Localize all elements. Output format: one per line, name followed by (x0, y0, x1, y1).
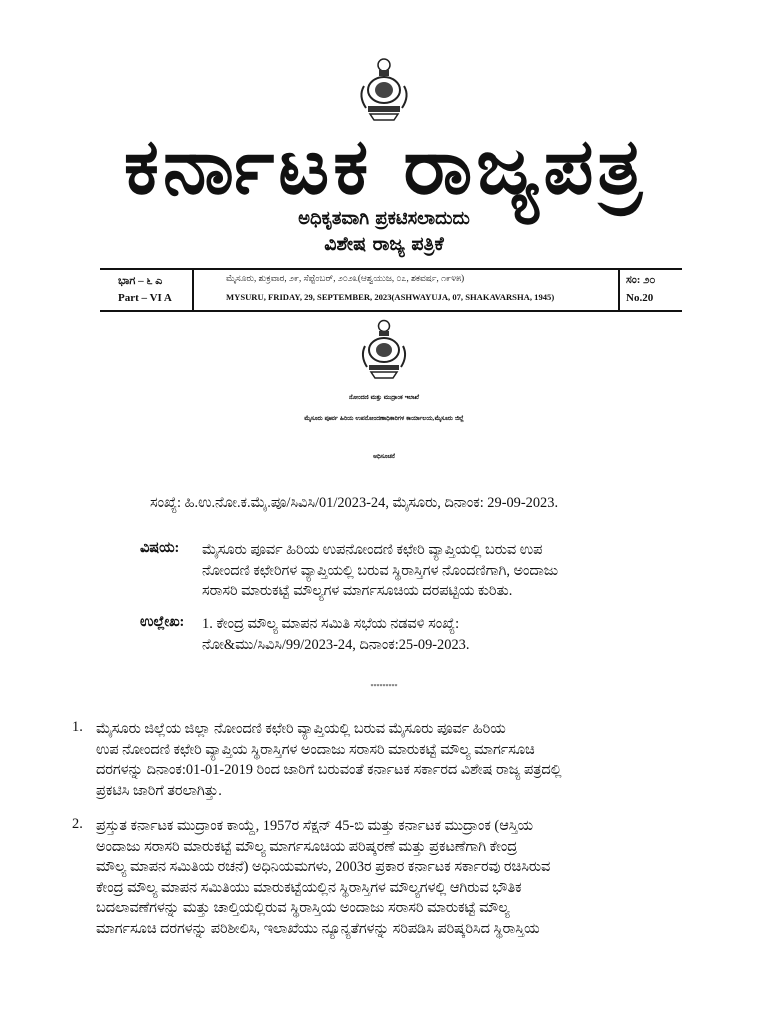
paragraph-line: ಅಂದಾಜು ಸರಾಸರಿ ಮಾರುಕಟ್ಟೆ ಮೌಲ್ಯ ಮಾರ್ಗಸೂಚಿಯ ಪರಿಷ್ಕರಣೆ ಮತ್ತು ಪ್ರಕಟಣೆಗಾಗಿ ಕೇಂದ್ರ (96, 838, 518, 855)
masthead-subtitle-official: ಅಧಿಕೃತವಾಗಿ ಪ್ರಕಟಿಸಲಾದುದು (298, 208, 470, 229)
subject-label: ವಿಷಯ: (140, 540, 180, 556)
issue-number-english: No.20 (626, 292, 654, 304)
notification-heading: ಅಧಿಸೂಚನೆ (373, 454, 395, 460)
masthead-subtitle-special: ವಿಶೇಷ ರಾಜ್ಯ ಪತ್ರಿಕೆ (324, 233, 444, 255)
reference-line: ನೋ&ಮು/ಸಿವಿಸಿ/99/2023-24, ದಿನಾಂಕ:25-09-2023. (202, 636, 470, 653)
state-emblem-department (358, 318, 410, 380)
subject-line: ಮೈಸೂರು ಪೂರ್ವ ಹಿರಿಯ ಉಪನೋಂದಣಿ ಕಛೇರಿ ವ್ಯಾಪ್ತಿಯಲ್ಲಿ ಬರುವ ಉಪ (202, 542, 543, 558)
office-name: ಮೈಸೂರು ಪೂರ್ವ ಹಿರಿಯ ಉಪನೋಂದಣಾಧಿಕಾರಿಗಳ ಕಾರ್ಯಾಲಯ,ಮೈಸೂರು ಜಿಲ್ಲೆ (304, 415, 464, 422)
part-cell (100, 270, 194, 310)
issue-number-cell (618, 270, 682, 310)
paragraph-line: ಪ್ರಕಟಿಸಿ ಜಾರಿಗೆ ತರಲಾಗಿತ್ತು. (96, 782, 222, 799)
state-emblem-top (356, 56, 412, 122)
paragraph-line: ಉಪ ನೋಂದಣಿ ಕಛೇರಿ ವ್ಯಾಪ್ತಿಯ ಸ್ಥಿರಾಸ್ತಿಗಳ ಅಂದಾಜು ಸರಾಸರಿ ಮಾರುಕಟ್ಟೆ ಮೌಲ್ಯ ಮಾರ್ಗಸೂಚಿ (96, 741, 535, 758)
subject-text (202, 540, 682, 602)
reference-line: 1. ಕೇಂದ್ರ ಮೌಲ್ಯ ಮಾಪನ ಸಮಿತಿ ಸಭೆಯ ನಡವಳಿ ಸಂಖ್ಯೆ: (202, 616, 460, 632)
notification-number: ಸಂಖ್ಯೆ: ಹಿ.ಉ.ನೋ.ಕ.ಮೈ.ಪೂ/ಸಿವಿಸಿ/01/2023-24, ಮೈಸೂರು, ದಿನಾಂಕ: 29-09-2023. (150, 495, 559, 511)
paragraph-number: 1. (72, 719, 83, 735)
paragraph-number: 2. (72, 816, 83, 832)
department-name: ನೋಂದಣಿ ಮತ್ತು ಮುದ್ರಾಂಕ ಇಲಾಖೆ (349, 394, 419, 401)
date-english: MYSURU, FRIDAY, 29, SEPTEMBER, 2023(ASHWAYUJA, 07, SHAKAVARSHA, 1945) (226, 292, 555, 302)
paragraph-line: ಮೈಸೂರು ಜಿಲ್ಲೆಯ ಜಿಲ್ಲಾ ನೋಂದಣಿ ಕಛೇರಿ ವ್ಯಾಪ್ತಿಯಲ್ಲಿ ಬರುವ ಮೈಸೂರು ಪೂರ್ವ ಹಿರಿಯ (96, 721, 506, 737)
reference-text (202, 614, 682, 655)
part-english: Part – VI A (118, 292, 172, 304)
paragraph-line: ಕೇಂದ್ರ ಮೌಲ್ಯ ಮಾಪನ ಸಮಿತಿಯು ಮಾರುಕಟ್ಟೆಯಲ್ಲಿನ ಸ್ಥಿರಾಸ್ತಿಗಳ ಮೌಲ್ಯಗಳಲ್ಲಿ ಆಗಿರುವ ಭೌತಿಕ (96, 879, 522, 896)
paragraph-line: ಮಾರ್ಗಸೂಚಿ ದರಗಳನ್ನು ಪರಿಶೀಲಿಸಿ, ಇಲಾಖೆಯು ನ್ಯೂನ್ಯತೆಗಳನ್ನು ಸರಿಪಡಿಸಿ ಪರಿಷ್ಕರಿಸಿದ ಸ್ಥಿರಾಸ್ತಿಯ (96, 920, 540, 937)
paragraph-line: ದರಗಳನ್ನು ದಿನಾಂಕ:01-01-2019 ರಿಂದ ಜಾರಿಗೆ ಬರುವಂತೆ ಕರ್ನಾಟಕ ಸರ್ಕಾರದ ವಿಶೇಷ ರಾಜ್ಯ ಪತ್ರದಲ್ಲಿ (96, 762, 562, 778)
reference-label: ಉಲ್ಲೇಖ: (140, 614, 185, 630)
issue-info-bar (100, 268, 682, 312)
paragraph-line: ಪ್ರಸ್ತುತ ಕರ್ನಾಟಕ ಮುದ್ರಾಂಕ ಕಾಯ್ದೆ, 1957ರ ಸೆಕ್ಷನ್ 45-ಬಿ ಮತ್ತು ಕರ್ನಾಟಕ ಮುದ್ರಾಂಕ (ಆಸ್ತಿಯ (96, 818, 533, 834)
paragraph-line: ಮೌಲ್ಯ ಮಾಪನ ಸಮಿತಿಯ ರಚನೆ) ಅಧಿನಿಯಮಗಳು, 2003ರ ಪ್ರಕಾರ ಕರ್ನಾಟಕ ಸರ್ಕಾರವು ರಚಿಸಿರುವ (96, 859, 551, 875)
paragraph-2 (96, 816, 716, 939)
paragraph-1 (96, 719, 716, 801)
subject-line: ಸರಾಸರಿ ಮಾರುಕಟ್ಟೆ ಮೌಲ್ಯಗಳ ಮಾರ್ಗಸೂಚಿಯ ದರಪಟ್ಟಿಯ ಕುರಿತು. (202, 583, 513, 599)
subject-line: ನೋಂದಣಿ ಕಛೇರಿಗಳ ವ್ಯಾಪ್ತಿಯಲ್ಲಿ ಬರುವ ಸ್ಥಿರಾಸ್ತಿಗಳ ನೊಂದಣಿಗಾಗಿ, ಅಂದಾಜು (202, 562, 559, 579)
issue-number-kannada: ಸಂ: ೨೦ (626, 274, 656, 286)
part-kannada: ಭಾಗ – ೬ ಎ (118, 275, 163, 287)
paragraph-line: ಬದಲಾವಣೆಗಳನ್ನು ಮತ್ತು ಚಾಲ್ತಿಯಲ್ಲಿರುವ ಸ್ಥಿರಾಸ್ತಿಯ ಅಂದಾಜು ಸರಾಸರಿ ಮಾರುಕಟ್ಟೆ ಮೌಲ್ಯ (96, 900, 510, 916)
gazette-masthead-title: ಕರ್ನಾಟಕ ರಾಜ್ಯಪತ್ರ (123, 121, 647, 212)
date-kannada: ಮೈಸೂರು, ಶುಕ್ರವಾರ, ೨೯, ಸೆಪ್ಟೆಂಬರ್, ೨೦೨೩(ಆಶ್ವಯುಜ, ೦೭, ಶಕವರ್ಷ, ೧೯೪೫) (226, 273, 465, 283)
separator-stars: ********* (370, 684, 398, 690)
